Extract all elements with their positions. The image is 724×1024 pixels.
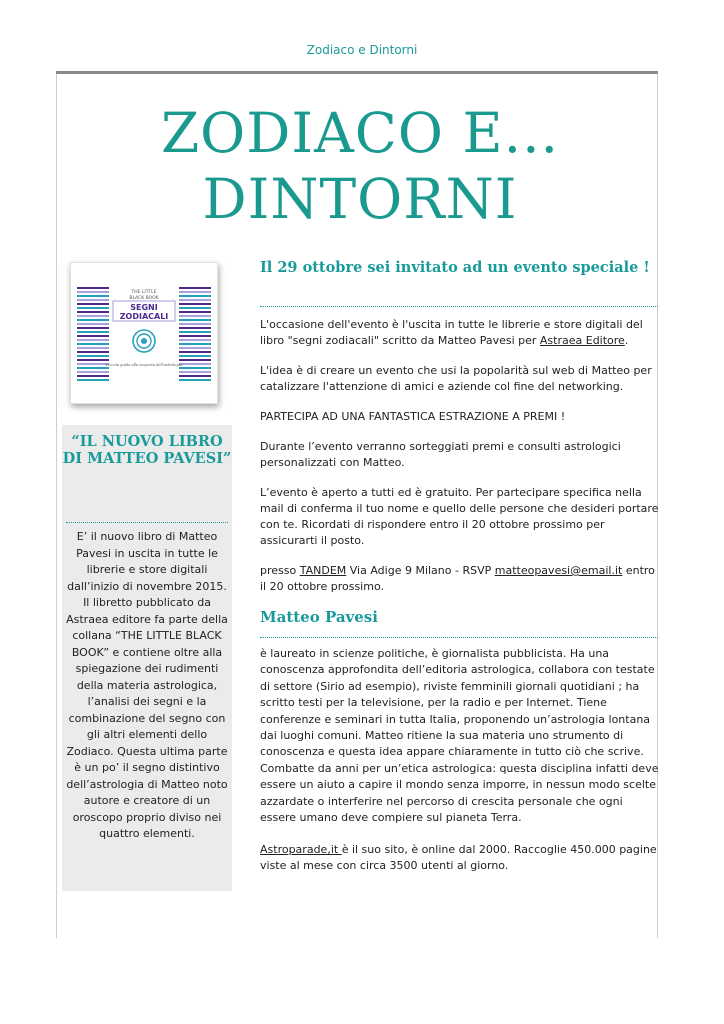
cover-title-2: ZODIACALI <box>119 312 169 321</box>
author-bio: è laureato in scienze politiche, è giornalista pubblicista. Ha una conoscenza approfondita dell’editoria astrologica, collabora con testate di settore (Sirio ad esempio), riviste femminili giornali quotidiani ; ha scritto testi per la televisione, per la radio e per Internet. Tiene conferenze e seminari in tutta Italia, proponendo un’astrologia lontana dai luoghi comuni. Matteo ritiene la sua materia uno strumento di conoscenza e questa idea appare chiaramente in tutto ciò che scrive. Combatte da anni per un’etica astrologica: questa disciplina infatti deve essere un aiuto a capire il mondo senza imporre, in nessun modo scelte azzardate o interferire nel percorso di crescita personale che ogni essere umano deve compiere sul pianeta Terra. <box>260 647 659 825</box>
sidebar-text: E’ il nuovo libro di Matteo Pavesi in uscita in tutte le librerie e store digitali dall’inizio di novembre 2015. Il libretto pubblicato da Astraea editore fa parte della collana “THE LITTLE BLACK BOOK” e contiene oltre alla spiegazione dei rudimenti della materia astrologica, l’analisi dei segni e la combinazione del segno con gli altri elementi dello Zodiaco. Questa ultima parte è un po’ il segno distintivo dell’astrologia di Matteo noto autore e creatore di un oroscopo proprio diviso nei quattro elementi. <box>66 530 228 840</box>
event-paragraph-4: Durante l’evento verranno sorteggiati premi e consulti astrologici personalizzati con Matteo. <box>260 440 621 469</box>
book-cover-art <box>71 263 217 403</box>
sidebar-quote: “IL NUOVO LIBRO DI MATTEO PAVESI” <box>62 433 232 467</box>
page-border-left <box>56 74 57 938</box>
event-divider <box>260 306 658 307</box>
sidebar <box>62 425 232 891</box>
astraea-editore-link[interactable]: Astraea Editore <box>539 334 625 347</box>
event-body <box>260 317 660 595</box>
cover-title-1: SEGNI <box>130 303 158 312</box>
author-body <box>260 646 660 874</box>
event-paragraph-1: L'occasione dell'evento è l'uscita in tutte le librerie e store digitali del libro "segni zodiacali" scritto da Matteo Pavesi per Astraea Editore. <box>260 318 643 347</box>
rsvp-email-link[interactable]: matteopavesi@email.it <box>494 564 623 577</box>
event-paragraph-6: presso TANDEM Via Adige 9 Milano - RSVP matteopavesi@email.it entro il 20 ottobre prossimo. <box>260 564 655 593</box>
header-rule <box>56 71 658 74</box>
tandem-link[interactable]: TANDEM <box>299 564 347 577</box>
page-title-line2: DINTORNI <box>202 167 518 231</box>
author-divider <box>260 637 658 638</box>
event-heading: Il 29 ottobre sei invitato ad un evento speciale ! <box>260 259 650 276</box>
author-heading: Matteo Pavesi <box>260 608 378 626</box>
page-title <box>60 100 660 232</box>
event-paragraph-2: L'idea è di creare un evento che usi la popolarità sul web di Matteo per catalizzare l'attenzione di amici e aziende col fine del networking. <box>260 364 652 393</box>
book-cover-image <box>70 262 218 404</box>
running-header: Zodiaco e Dintorni <box>306 43 418 57</box>
cover-tagline: Piccola guida alla scoperta dell'astrologia <box>105 363 183 367</box>
sidebar-divider <box>66 522 228 523</box>
event-paragraph-3: PARTECIPA AD UNA FANTASTICA ESTRAZIONE A PREMI ! <box>260 410 566 423</box>
astroparade-link[interactable]: Astroparade,it <box>260 843 342 857</box>
event-paragraph-5: L’evento è aperto a tutti ed è gratuito. Per partecipare specifica nella mail di conferma il tuo nome e quello delle persone che desideri portare con te. Ricordati di rispondere entro il 20 ottobre prossimo per assicurarti il posto. <box>260 486 659 547</box>
page-title-line1: ZODIACO E... <box>160 101 560 165</box>
cover-top-text-2: BLACK BOOK <box>129 296 159 301</box>
author-site-paragraph: Astroparade,it è il suo sito, è online dal 2000. Raccoglie 450.000 pagine viste al mese con circa 3500 utenti al giorno. <box>260 843 657 873</box>
cover-top-text-1: THE LITTLE <box>131 290 157 295</box>
